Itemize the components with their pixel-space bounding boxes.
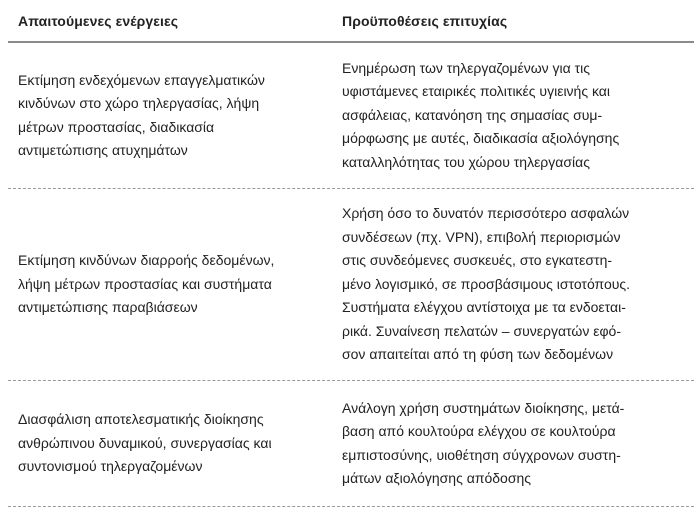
table-row <box>8 381 694 507</box>
condition-cell: Ανάλογη χρήση συστημάτων διοίκησης, μετά- βαση από κουλτούρα ελέγχου σε κουλτούρα εμπιστοσύνης, υιοθέτηση σύγχρονων συστη- μάτων αξιολόγησης απόδοσης <box>342 399 625 486</box>
requirements-table <box>8 0 694 507</box>
table-header-row <box>8 0 694 43</box>
condition-cell: Ενημέρωση των τηλεργαζομένων για τις υφιστάμενες εταιρικές πολιτικές υγιεινής και ασφάλειας, κατανόηση της σημασίας συμ- μόρφωσης με αυτές, διαδικασία αξιολόγησης καταλληλότητας του χώρου τηλεργασίας <box>342 59 620 170</box>
condition-cell: Χρήση όσο το δυνατόν περισσότερο ασφαλών συνδέσεων (πχ. VPN), επιβολή περιορισμών στις συνδεόμενες συσκευές, στο εγκατεστη- μένο λογισμικό, σε προσβάσιμους ιστοτόπους. Συστήματα ελέγχου αντίστοιχα με τα ενδοεται- ρικά. Συναίνεση πελατών – συνεργατών εφό- σον απαιτείται από τη φύση των δεδομένων <box>342 205 631 363</box>
action-cell: Εκτίμηση ενδεχόμενων επαγγελματικών κινδύνων στο χώρο τηλεργασίας, λήψη μέτρων προστασίας, διαδικασία αντιμετώπισης ατυχημάτων <box>18 71 265 158</box>
table-row <box>8 189 694 381</box>
action-cell: Διασφάλιση αποτελεσματικής διοίκησης ανθρώπινου δυναμικού, συνεργασίας και συντονισμού τηλεργαζομένων <box>18 411 272 475</box>
table-row <box>8 43 694 189</box>
action-cell: Εκτίμηση κινδύνων διαρροής δεδομένων, λήψη μέτρων προστασίας και συστήματα αντιμετώπισης παραβιάσεων <box>18 252 275 316</box>
header-success-conditions: Προϋποθέσεις επιτυχίας <box>342 12 508 29</box>
header-required-actions: Απαιτούμενες ενέργειες <box>18 12 179 29</box>
